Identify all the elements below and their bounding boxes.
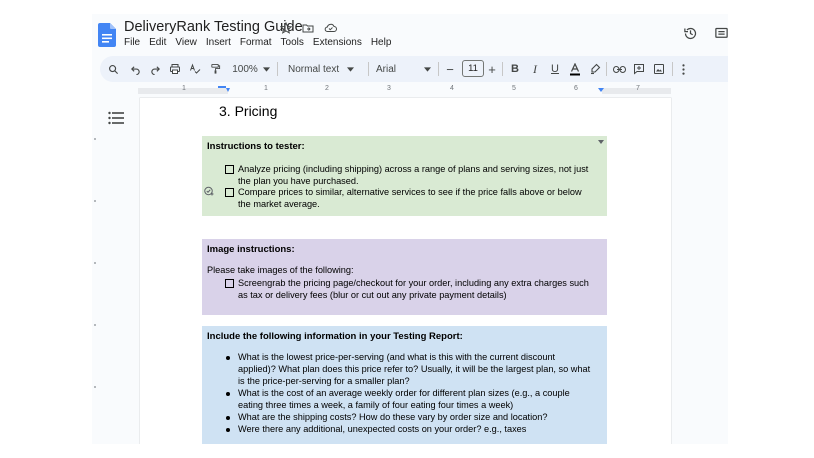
ruler-mark: 5 [512, 85, 516, 92]
paragraph-style-select[interactable] [288, 60, 364, 78]
list-item-line: Screengrab the pricing page/checkout for your order, including any extra charges such [238, 278, 589, 288]
italic-icon[interactable]: I [533, 61, 537, 76]
menu-file[interactable]: File [124, 37, 141, 48]
font-value: Arial [376, 63, 397, 75]
toolbar-divider [606, 62, 607, 76]
assign-task-icon[interactable] [204, 186, 215, 196]
section-heading: 3. Pricing [219, 103, 278, 119]
toolbar-divider [277, 62, 278, 76]
title-actions [278, 20, 338, 36]
document-outline-icon[interactable] [108, 111, 124, 125]
instructions-box [202, 136, 607, 216]
checkbox[interactable] [225, 165, 234, 174]
ruler-mark: 1 [264, 85, 268, 92]
bullet [226, 428, 230, 432]
list-item-line: as tax or delivery fees (blur or cut out any private payment details) [238, 290, 507, 300]
horizontal-ruler[interactable] [138, 85, 671, 97]
image-instructions-intro: Please take images of the following: [207, 265, 354, 275]
list-item-line: is the price-per-serving for a smaller plan? [238, 376, 410, 386]
chevron-down-icon [263, 67, 270, 72]
ruler-mark: 4 [450, 85, 454, 92]
checkbox[interactable] [225, 279, 234, 288]
add-comment-icon[interactable] [632, 60, 646, 78]
bullet [226, 392, 230, 396]
image-instructions-box [202, 239, 607, 315]
chevron-down-icon [347, 67, 354, 72]
list-item-line: eating three times a week, a family of four eating four times a week) [238, 400, 514, 410]
toolbar-divider [438, 62, 439, 76]
spellcheck-icon[interactable] [188, 60, 202, 78]
print-icon[interactable] [168, 60, 182, 78]
star-icon[interactable] [278, 20, 294, 36]
bold-icon[interactable]: B [511, 63, 519, 75]
toolbar [100, 56, 728, 82]
list-item-line: Analyze pricing (including shipping) across a range of plans and serving sizes, not just [238, 164, 589, 174]
list-item-line: Were there any additional, unexpected costs on your order? e.g., taxes [238, 424, 527, 434]
checkbox[interactable] [225, 188, 234, 197]
font-size-input[interactable]: 11 [462, 60, 484, 77]
menu-view[interactable]: View [175, 37, 197, 48]
ruler-mark: 6 [574, 85, 578, 92]
ruler-mark: 1 [182, 85, 186, 92]
ruler-mark: 2 [325, 85, 329, 92]
document-title[interactable]: DeliveryRank Testing Guide [124, 19, 303, 35]
list-item-line: What is the lowest price-per-serving (and what is this with the current discount [238, 352, 556, 362]
insert-link-icon[interactable] [612, 60, 626, 78]
paint-format-icon[interactable] [208, 60, 222, 78]
vertical-ruler[interactable] [92, 98, 98, 444]
instructions-header: Instructions to tester: [207, 141, 305, 152]
cloud-saved-icon[interactable] [322, 20, 338, 36]
image-instructions-header: Image instructions: [207, 244, 295, 255]
chevron-down-icon [424, 67, 431, 72]
bullet [226, 356, 230, 360]
increase-font-size-icon[interactable]: + [488, 61, 496, 77]
bullet [226, 416, 230, 420]
underline-icon[interactable]: U [551, 63, 559, 75]
toolbar-divider [672, 62, 673, 76]
menu-extensions[interactable]: Extensions [312, 37, 362, 48]
menu-edit[interactable]: Edit [149, 37, 167, 48]
search-menus-icon[interactable] [106, 60, 120, 78]
ruler-mark: 3 [387, 85, 391, 92]
menu-insert[interactable]: Insert [205, 37, 231, 48]
insert-image-icon[interactable] [652, 60, 666, 78]
menu-help[interactable]: Help [370, 37, 392, 48]
list-item-line: Compare prices to similar, alternative services to see if the price falls above or below [238, 187, 582, 197]
list-item-line: the plan you have purchased. [238, 176, 359, 186]
list-item-line: What is the cost of an average weekly order for different plan sizes (e.g., a couple [238, 388, 570, 398]
menu-bar [124, 37, 391, 48]
testing-report-header: Include the following information in your Testing Report: [207, 331, 463, 342]
comments-icon[interactable] [712, 24, 728, 42]
text-color-icon[interactable] [568, 60, 582, 78]
zoom-select[interactable] [231, 60, 271, 78]
list-item-line: applied)? What plan does this price refer to? Usually, it will be the largest plan, so what [238, 364, 591, 374]
font-select[interactable] [376, 60, 436, 78]
document-page[interactable] [140, 98, 671, 444]
zoom-value: 100% [232, 63, 258, 75]
ruler-mark: 7 [636, 85, 640, 92]
toolbar-divider [502, 62, 503, 76]
testing-report-box [202, 326, 607, 444]
more-options-icon[interactable] [678, 60, 688, 78]
paragraph-style-value: Normal text [288, 63, 340, 75]
menu-format[interactable]: Format [239, 37, 272, 48]
toolbar-divider [368, 62, 369, 76]
decrease-font-size-icon[interactable]: − [446, 61, 454, 77]
docs-logo-icon[interactable] [98, 23, 116, 47]
docs-window [92, 14, 728, 444]
list-item-line: What are the shipping costs? How do these vary by order size and location? [238, 412, 548, 422]
redo-icon[interactable] [148, 60, 162, 78]
version-history-icon[interactable] [681, 24, 699, 42]
list-item-line: the market average. [238, 199, 320, 209]
highlight-color-icon[interactable] [588, 60, 602, 78]
undo-icon[interactable] [128, 60, 142, 78]
move-folder-icon[interactable] [300, 20, 316, 36]
menu-tools[interactable]: Tools [280, 37, 304, 48]
table-dropdown-icon[interactable] [598, 140, 604, 144]
